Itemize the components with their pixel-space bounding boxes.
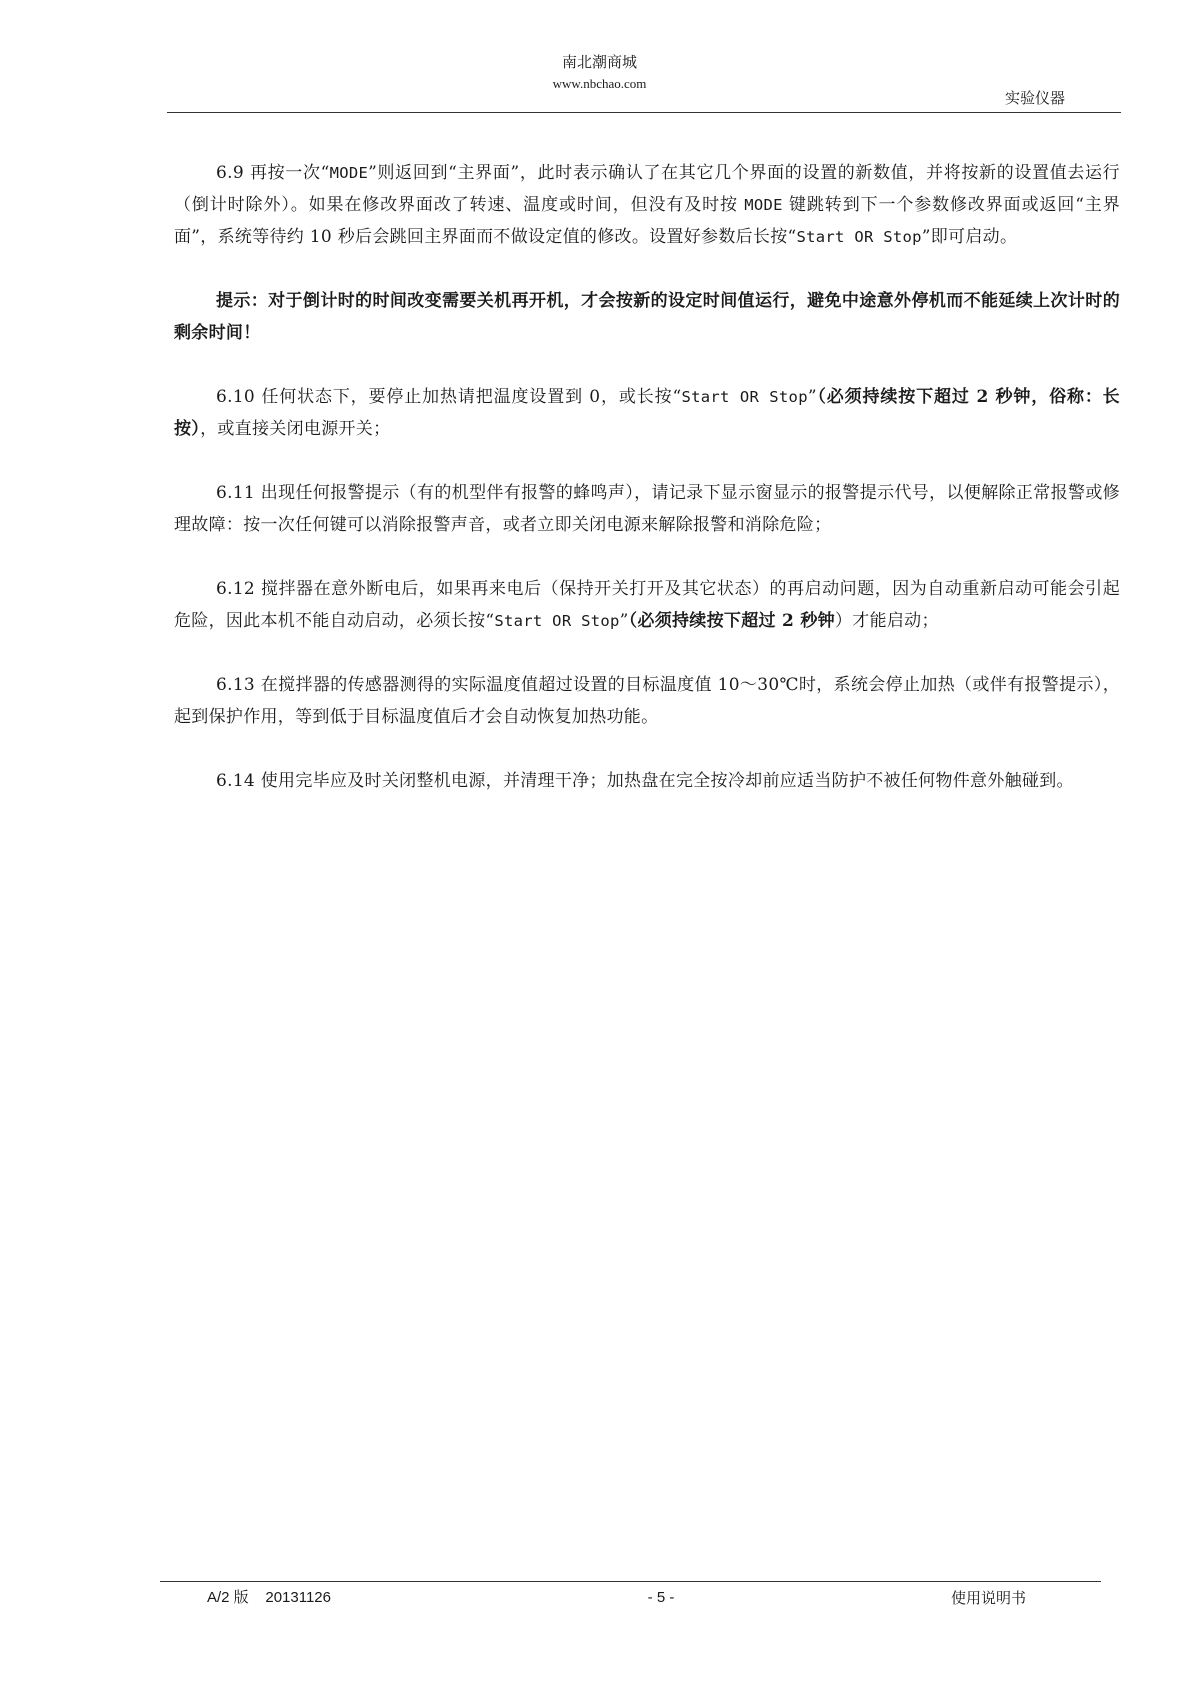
page-number: - 5 - xyxy=(647,1589,675,1606)
header-site-url: www.nbchao.com xyxy=(552,76,647,91)
text-run: 键跳转到下一个参数修改界面或返回“主界面”，系统等待约 10 秒后会跳回主界面而不做设定值的修改。设置好参数后长按“ xyxy=(174,195,1120,247)
paragraph-6-12 xyxy=(174,573,1120,637)
bold-run: （必须持续按下超过 2 秒钟，俗称：长按） xyxy=(174,387,1120,439)
text-run: ”即可启动。 xyxy=(921,227,1018,247)
paragraph-6-10 xyxy=(174,381,1120,445)
text-run: 6.9 再按一次“ xyxy=(216,163,330,183)
code-run: MODE xyxy=(744,196,783,214)
text-run: ，或直接关闭电源开关； xyxy=(200,419,391,439)
code-run: Start OR Stop xyxy=(681,388,808,406)
header-category: 实验仪器 xyxy=(1004,89,1065,107)
tip-paragraph: 提示：对于倒计时的时间改变需要关机再开机，才会按新的设定时间值运行，避免中途意外停机而不能延续上次计时的剩余时间！ xyxy=(174,291,1120,343)
text-run: ” xyxy=(807,387,817,407)
code-run: MODE xyxy=(329,164,369,182)
footer-divider xyxy=(160,1581,1101,1582)
code-run: Start OR Stop xyxy=(494,612,620,630)
text-run: ”则返回到“主界面”，此时表示确认了在其它几个界面的设置的新数值，并将按新的设置值去运行（倒计时除外）。如果在修改界面改了转速、温度或时间，但没有及时按 xyxy=(174,163,1120,215)
code-run: Start OR Stop xyxy=(796,228,922,246)
footer-version: A/2 版 20131126 xyxy=(207,1589,331,1606)
text-run: ）才能启动； xyxy=(834,611,939,631)
paragraph-6-13: 6.13 在搅拌器的传感器测得的实际温度值超过设置的目标温度值 10～30℃时，系统会停止加热（或伴有报警提示），起到保护作用，等到低于目标温度值后才会自动恢复加热功能。 xyxy=(174,675,1120,727)
header-site-name: 南北潮商城 xyxy=(561,53,637,71)
paragraph-6-14: 6.14 使用完毕应及时关闭整机电源，并清理干净；加热盘在完全按冷却前应适当防护不被任何物件意外触碰到。 xyxy=(216,771,1074,791)
text-run: ” xyxy=(619,611,629,631)
header-divider xyxy=(167,112,1121,113)
text-run: 6.10 任何状态下，要停止加热请把温度设置到 0，或长按“ xyxy=(216,387,682,407)
paragraph-6-9 xyxy=(174,157,1120,253)
text-run: 6.12 搅拌器在意外断电后，如果再来电后（保持开关打开及其它状态）的再启动问题，因为自动重新启动可能会引起危险，因此本机不能自动启动，必须长按“ xyxy=(174,579,1120,631)
footer-manual-title: 使用说明书 xyxy=(951,1589,1027,1607)
document-body xyxy=(174,157,1120,797)
bold-run: （必须持续按下超过 2 秒钟 xyxy=(628,611,835,631)
paragraph-6-11: 6.11 出现任何报警提示（有的机型伴有报警的蜂鸣声），请记录下显示窗显示的报警提示代号，以便解除正常报警或修理故障：按一次任何键可以消除报警声音，或者立即关闭电源来解除报警和消除危险； xyxy=(174,483,1120,535)
